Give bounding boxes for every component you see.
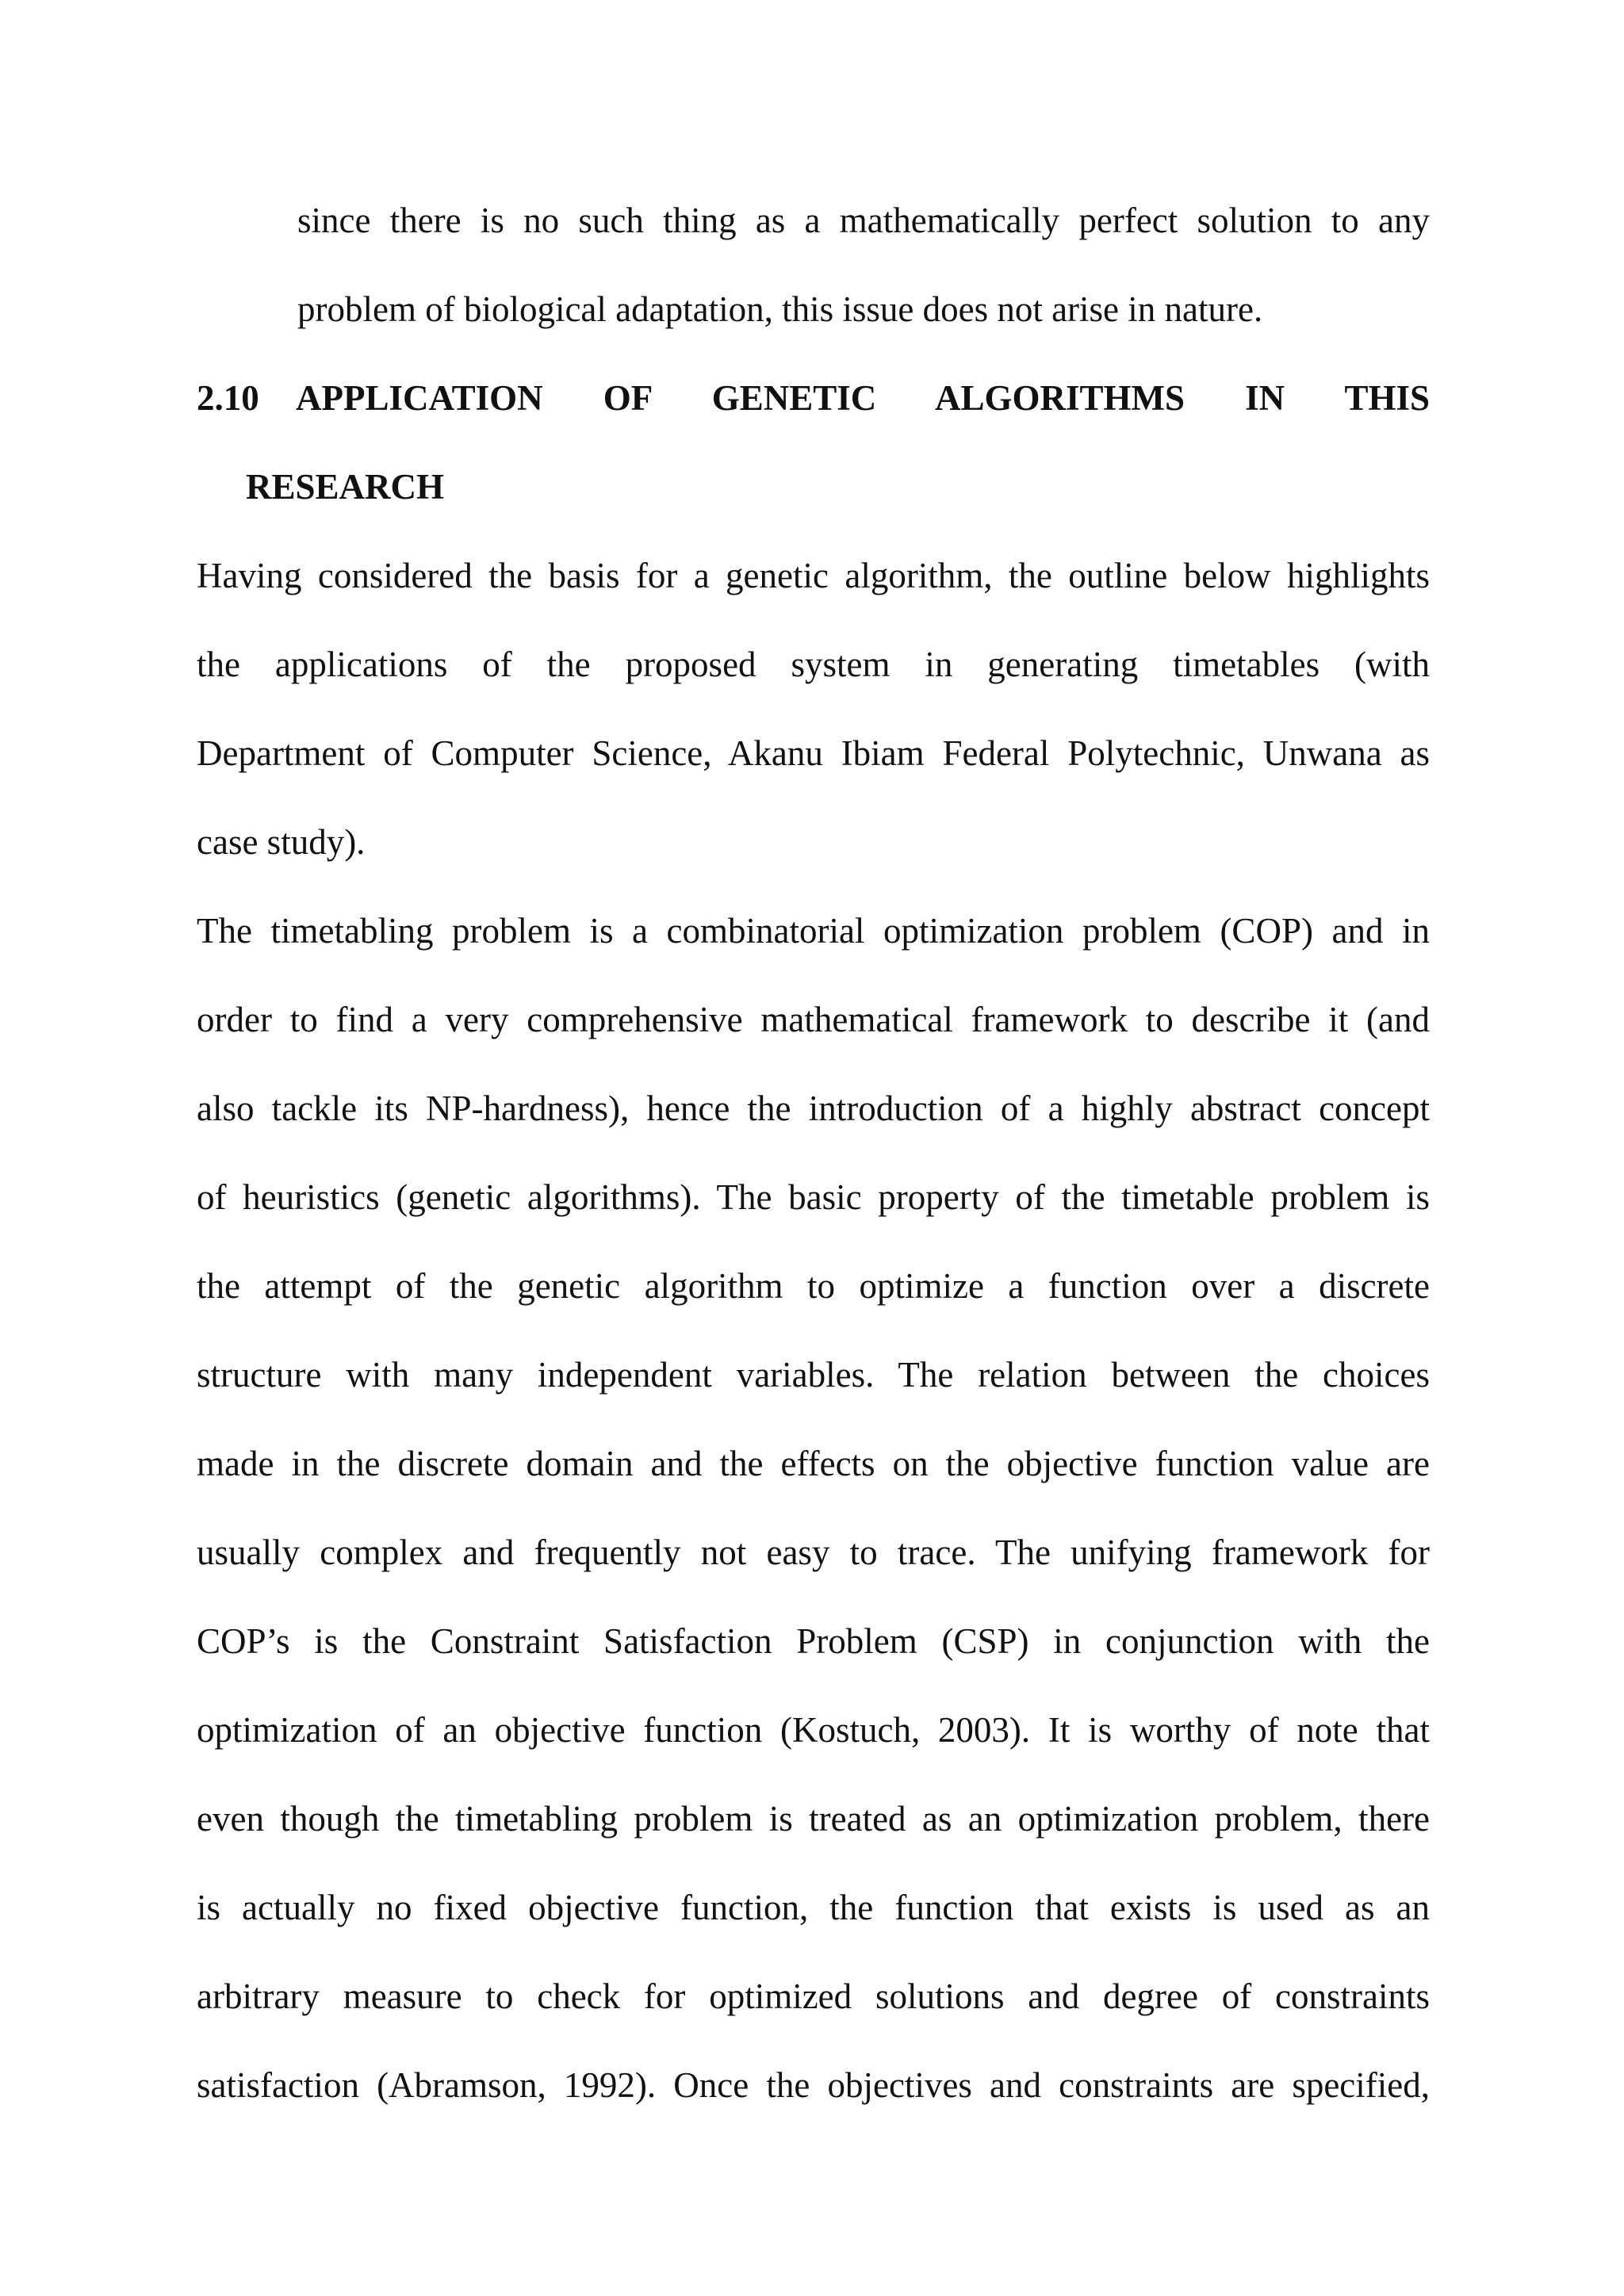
paragraph-2-line-13: arbitrary measure to check for optimized solutions and degree of constraints xyxy=(197,1976,1430,2016)
paragraph-2-line-10: optimization of an objective function (Kostuch, 2003). It is worthy of note that xyxy=(197,1710,1430,1750)
paragraph-2-line-8: usually complex and frequently not easy to trace. The unifying framework for xyxy=(197,1533,1430,1572)
continuation-line-2: problem of biological adaptation, this issue does not arise in nature. xyxy=(297,289,1263,329)
section-title-line-1: APPLICATION OF GENETIC ALGORITHMS IN THIS xyxy=(296,378,1430,418)
paragraph-2-line-5: the attempt of the genetic algorithm to optimize a function over a discrete xyxy=(197,1266,1430,1306)
paragraph-2-line-14: satisfaction (Abramson, 1992). Once the objectives and constraints are specified, xyxy=(197,2065,1430,2105)
section-title-line-2: RESEARCH xyxy=(246,467,445,507)
paragraph-2-line-11: even though the timetabling problem is treated as an optimization problem, there xyxy=(197,1799,1430,1839)
paragraph-1-line-3: Department of Computer Science, Akanu Ibiam Federal Polytechnic, Unwana as xyxy=(197,733,1430,773)
paragraph-2-line-9: COP’s is the Constraint Satisfaction Problem (CSP) in conjunction with the xyxy=(197,1621,1430,1661)
paragraph-2-line-3: also tackle its NP-hardness), hence the introduction of a highly abstract concept xyxy=(197,1089,1430,1128)
paragraph-2-line-1: The timetabling problem is a combinatorial optimization problem (COP) and in xyxy=(197,911,1430,951)
paragraph-2-line-6: structure with many independent variables. The relation between the choices xyxy=(197,1355,1430,1395)
paragraph-2-line-2: order to find a very comprehensive mathematical framework to describe it (and xyxy=(197,1000,1430,1039)
paragraph-2-line-7: made in the discrete domain and the effects on the objective function value are xyxy=(197,1444,1430,1483)
paragraph-1-line-2: the applications of the proposed system in generating timetables (with xyxy=(197,645,1430,684)
section-number: 2.10 xyxy=(197,378,259,418)
paragraph-1-line-4: case study). xyxy=(197,822,366,862)
continuation-line-1: since there is no such thing as a mathematically perfect solution to any xyxy=(297,201,1430,240)
paragraph-2-line-12: is actually no fixed objective function, the function that exists is used as an xyxy=(197,1888,1430,1927)
paragraph-1-line-1: Having considered the basis for a genetic algorithm, the outline below highlights xyxy=(197,556,1430,595)
section-heading xyxy=(197,374,1430,422)
paragraph-2-line-4: of heuristics (genetic algorithms). The basic property of the timetable problem is xyxy=(197,1177,1430,1217)
